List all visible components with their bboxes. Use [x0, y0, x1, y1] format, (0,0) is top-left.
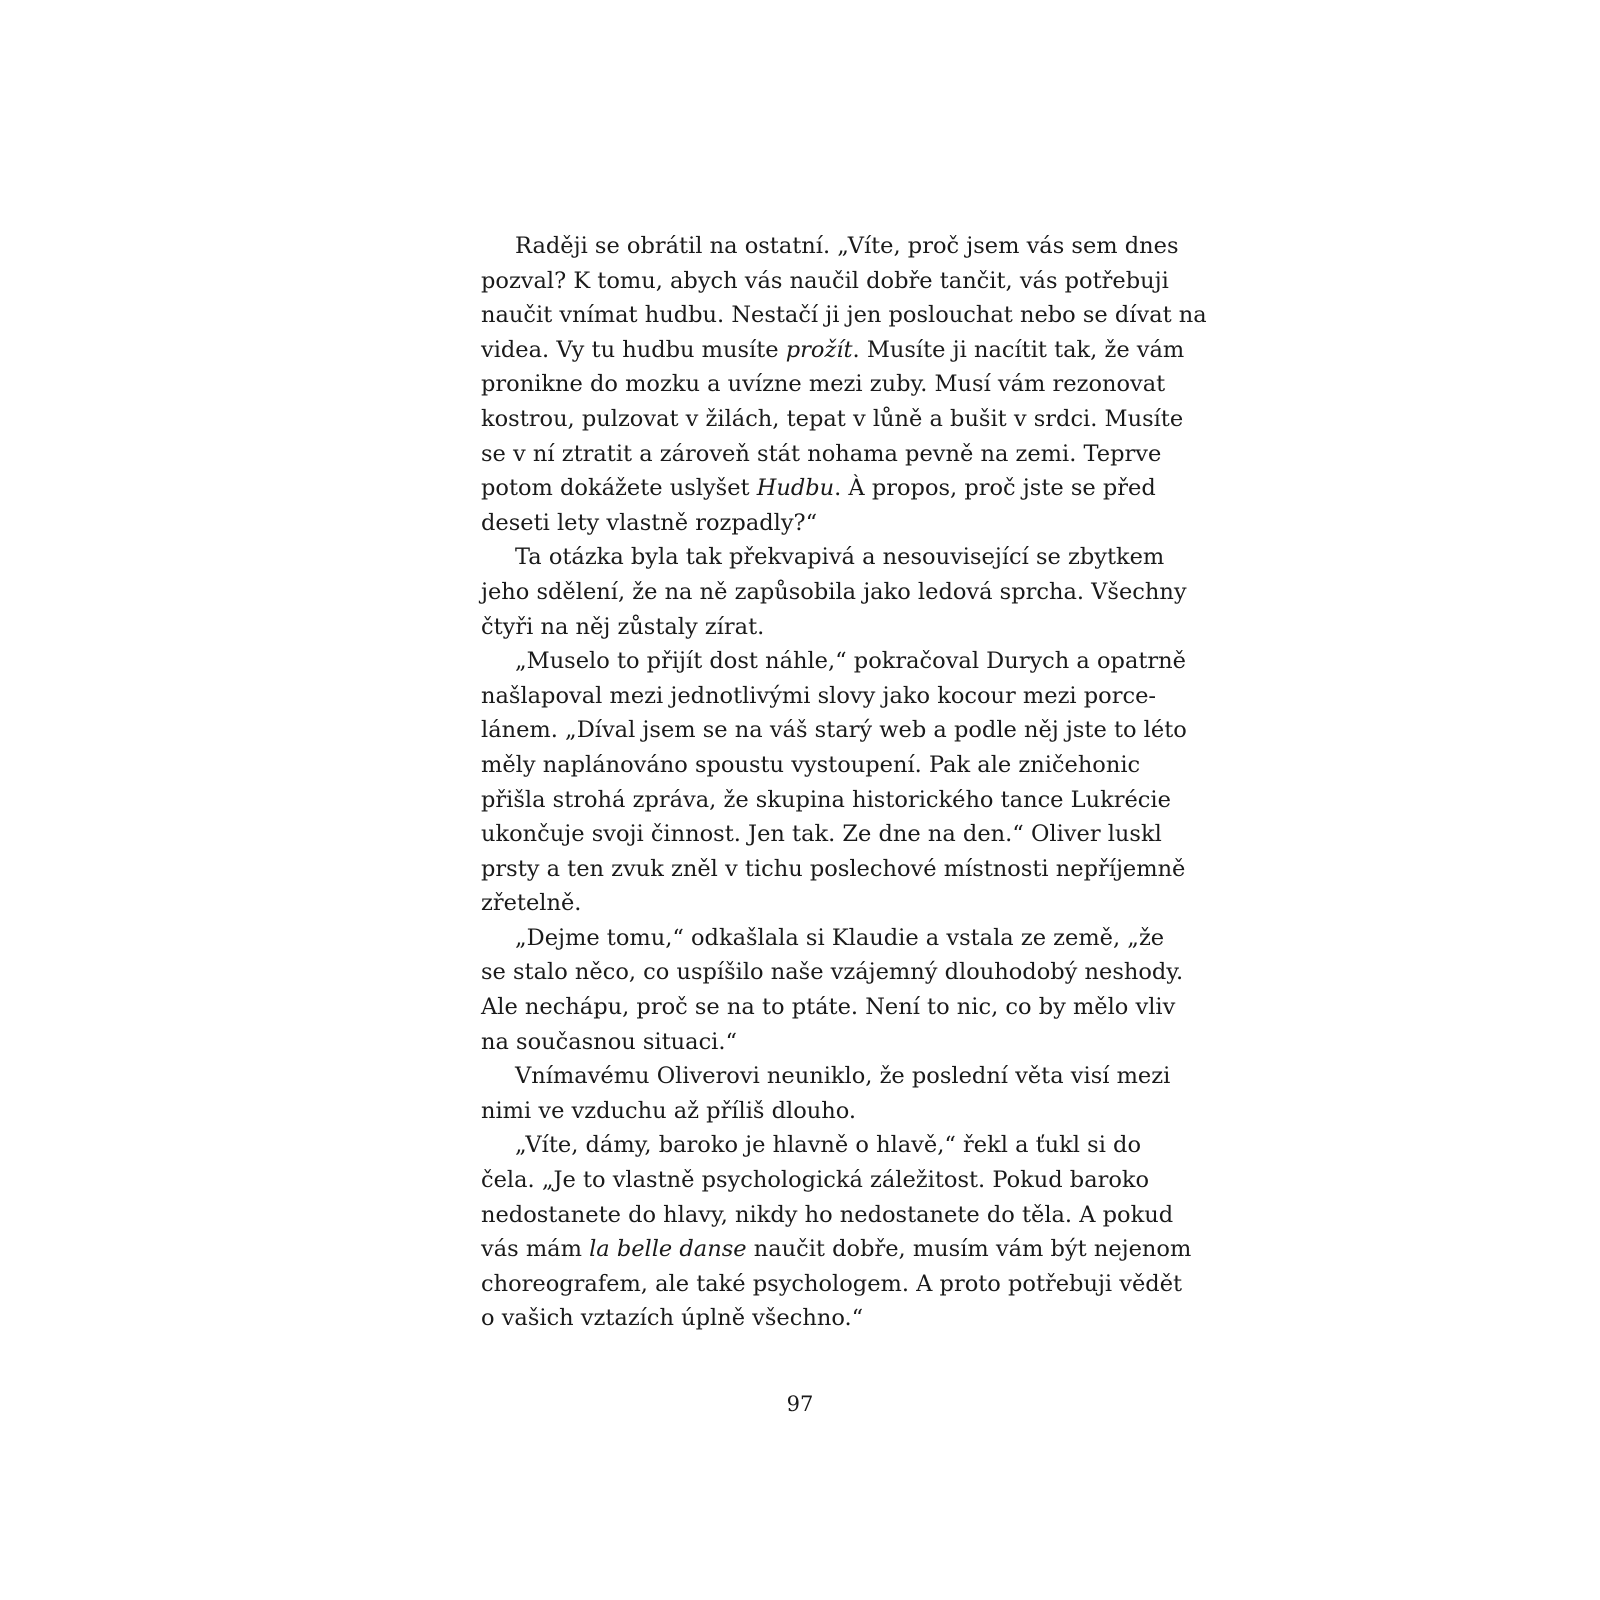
text-run: Vnímavému Oliverovi neuniklo, že poslední věta visí mezi — [515, 1063, 1171, 1090]
text-run: pronikne do mozku a uvízne mezi zuby. Musí vám rezonovat — [481, 371, 1166, 398]
text-run: . À propos, proč jste se před — [834, 475, 1156, 502]
italic-text: prožít — [785, 336, 853, 363]
text-run: kostrou, pulzovat v žilách, tepat v lůně a bušit v srdci. Musíte — [481, 405, 1184, 432]
text-line — [481, 1025, 1133, 1060]
paragraph — [481, 1059, 1171, 1128]
text-run: o vašich vztazích úplně všechno.“ — [481, 1305, 864, 1332]
text-line — [481, 1163, 1150, 1198]
page-number: 97 — [786, 1392, 814, 1416]
text-run: „Muselo to přijít dost náhle,“ pokračoval Durych a opatrně — [515, 648, 1186, 675]
text-run: prsty a ten zvuk zněl v tichu poslechové místnosti nepříjemně — [481, 855, 1186, 882]
text-run: se stalo něco, co uspíšilo naše vzájemný dlouhodobý neshody. — [481, 959, 1184, 986]
text-run: vás mám — [481, 1236, 590, 1263]
paragraph — [481, 921, 1184, 1059]
text-line — [481, 990, 1176, 1025]
text-run: Ta otázka byla tak překvapivá a nesouvisející se zbytkem — [515, 544, 1165, 571]
text-line — [481, 852, 1186, 887]
paragraph — [481, 229, 1207, 540]
text-line — [481, 333, 1185, 368]
text-line — [481, 264, 1169, 299]
text-run: přišla strohá zpráva, že skupina historického tance Lukrécie — [481, 786, 1171, 813]
italic-text: Hudbu — [756, 475, 835, 502]
text-line — [481, 921, 1165, 956]
text-run: deseti lety vlastně rozpadly?“ — [481, 509, 818, 536]
text-line — [481, 783, 1171, 818]
text-run: zřetelně. — [481, 890, 582, 917]
text-run: jeho sdělení, že na ně zapůsobila jako ledová sprcha. Všechny — [481, 578, 1187, 605]
text-line — [481, 713, 1187, 748]
text-run: na současnou situaci.“ — [481, 1028, 738, 1055]
text-line — [481, 1232, 1192, 1267]
text-line — [481, 679, 1156, 714]
text-run: pozval? K tomu, abych vás naučil dobře tančit, vás potřebuji — [481, 267, 1169, 294]
text-run: . Musíte ji nacítit tak, že vám — [852, 336, 1185, 363]
text-line — [481, 575, 1187, 610]
text-line — [481, 1198, 1174, 1233]
text-line — [481, 610, 1133, 645]
paragraph — [481, 1128, 1192, 1336]
text-line — [481, 817, 1162, 852]
text-line — [481, 229, 1179, 264]
text-line — [481, 298, 1207, 333]
italic-text: la belle danse — [589, 1236, 747, 1263]
text-run: naučit dobře, musím vám být nejenom — [746, 1236, 1192, 1263]
text-line — [481, 506, 1133, 541]
text-line — [481, 402, 1184, 437]
text-line — [481, 955, 1184, 990]
text-line — [481, 748, 1141, 783]
text-line — [481, 1301, 1133, 1336]
text-line — [481, 471, 1156, 506]
text-run: Raději se obrátil na ostatní. „Víte, proč jsem vás sem dnes — [515, 233, 1179, 259]
text-run: měly naplánováno spoustu vystoupení. Pak ale zničehonic — [481, 751, 1141, 778]
paragraph — [481, 540, 1187, 644]
text-line — [481, 1128, 1141, 1163]
text-run: naučit vnímat hudbu. Nestačí ji jen poslouchat nebo se dívat na — [481, 302, 1207, 329]
text-run: se v ní ztratit a zároveň stát nohama pevně na zemi. Teprve — [481, 440, 1162, 467]
text-run: Ale nechápu, proč se na to ptáte. Není to nic, co by mělo vliv — [481, 994, 1176, 1021]
text-line — [481, 1094, 1133, 1129]
text-run: choreografem, ale také psychologem. A proto potřebuji vědět — [481, 1270, 1183, 1297]
text-run: ukončuje svoji činnost. Jen tak. Ze dne na den.“ Oliver luskl — [481, 821, 1162, 848]
text-run: videa. Vy tu hudbu musíte — [481, 336, 786, 363]
text-run: nedostanete do hlavy, nikdy ho nedostanete do těla. A pokud — [481, 1201, 1174, 1228]
text-line — [481, 540, 1165, 575]
text-line — [481, 644, 1186, 679]
text-run: „Víte, dámy, baroko je hlavně o hlavě,“ řekl a ťukl si do — [515, 1132, 1141, 1159]
text-run: čtyři na něj zůstaly zírat. — [481, 613, 765, 640]
text-run: „Dejme tomu,“ odkašlala si Klaudie a vstala ze země, „že — [515, 924, 1165, 951]
text-run: lánem. „Díval jsem se na váš starý web a podle něj jste to léto — [481, 717, 1187, 744]
text-run: našlapoval mezi jednotlivými slovy jako kocour mezi porce- — [481, 682, 1156, 709]
paragraph — [481, 644, 1187, 921]
text-run: nimi ve vzduchu až příliš dlouho. — [481, 1097, 857, 1124]
text-line — [481, 437, 1162, 472]
body-text — [481, 229, 1207, 1336]
text-line — [481, 1267, 1183, 1302]
text-run: čela. „Je to vlastně psychologická záležitost. Pokud baroko — [481, 1167, 1150, 1194]
text-run: potom dokážete uslyšet — [481, 475, 757, 502]
text-line — [481, 1059, 1171, 1094]
text-line — [481, 886, 1133, 921]
text-line — [481, 367, 1166, 402]
